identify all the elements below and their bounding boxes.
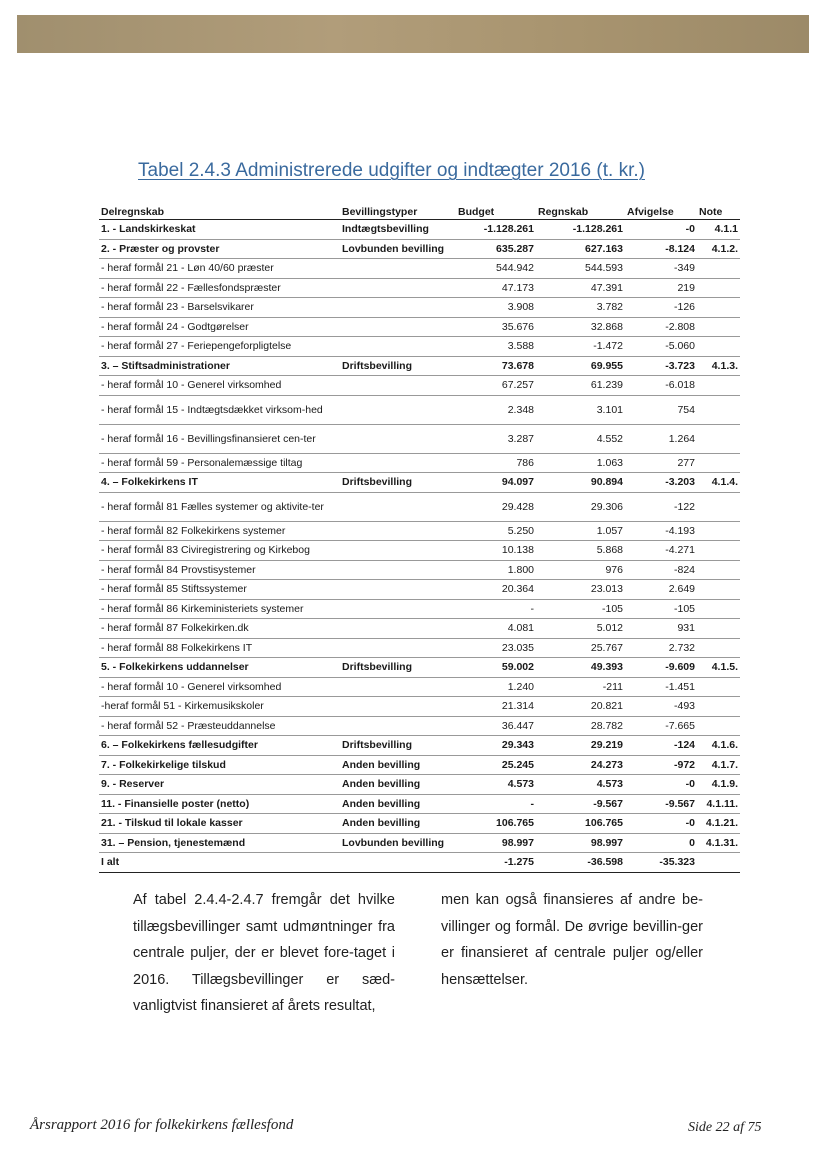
- cell-afvigelse: -124: [625, 736, 697, 756]
- total-row: [99, 853, 740, 873]
- cell-regnskab: 47.391: [536, 278, 625, 298]
- cell-note: [697, 853, 740, 873]
- cell-budget: 21.314: [456, 697, 536, 717]
- table-row: [99, 298, 740, 318]
- header-afvigelse: Afvigelse: [627, 205, 674, 218]
- cell-bevillingstype: Anden bevilling: [340, 794, 456, 814]
- footer-page-number: Side 22 af 75: [688, 1120, 762, 1135]
- cell-note: [697, 541, 740, 561]
- cell-afvigelse: 0: [625, 833, 697, 853]
- cell-note: 4.1.5.: [697, 658, 740, 678]
- table-row: [99, 755, 740, 775]
- table-row: [99, 560, 740, 580]
- cell-budget: 36.447: [456, 716, 536, 736]
- cell-budget: 3.287: [456, 424, 536, 453]
- cell-note: [697, 395, 740, 424]
- cell-regnskab: 20.821: [536, 697, 625, 717]
- cell-budget: 20.364: [456, 580, 536, 600]
- header-regnskab: Regnskab: [538, 205, 589, 218]
- cell-regnskab: 3.782: [536, 298, 625, 318]
- cell-regnskab: 5.012: [536, 619, 625, 639]
- cell-bevillingstype: [340, 453, 456, 473]
- cell-budget: 59.002: [456, 658, 536, 678]
- cell-afvigelse: -493: [625, 697, 697, 717]
- cell-delregnskab: 1. - Landskirkeskat: [99, 220, 340, 240]
- cell-bevillingstype: Driftsbevilling: [340, 473, 456, 493]
- cell-afvigelse: -4.193: [625, 521, 697, 541]
- cell-delregnskab: 7. - Folkekirkelige tilskud: [99, 755, 340, 775]
- cell-afvigelse: -5.060: [625, 337, 697, 357]
- cell-afvigelse: -8.124: [625, 239, 697, 259]
- cell-note: [697, 619, 740, 639]
- cell-delregnskab: - heraf formål 52 - Præsteuddannelse: [99, 716, 340, 736]
- cell-bevillingstype: [340, 424, 456, 453]
- cell-bevillingstype: [340, 395, 456, 424]
- cell-bevillingstype: [340, 638, 456, 658]
- cell-note: [697, 424, 740, 453]
- cell-afvigelse: -126: [625, 298, 697, 318]
- cell-note: 4.1.4.: [697, 473, 740, 493]
- table-row: [99, 716, 740, 736]
- cell-afvigelse: -0: [625, 220, 697, 240]
- header-budget: Budget: [458, 205, 495, 218]
- cell-note: [697, 278, 740, 298]
- table-row: [99, 580, 740, 600]
- cell-delregnskab: 11. - Finansielle poster (netto): [99, 794, 340, 814]
- cell-note: 4.1.6.: [697, 736, 740, 756]
- table-row: [99, 473, 740, 493]
- cell-regnskab: 4.573: [536, 775, 625, 795]
- cell-budget: 1.240: [456, 677, 536, 697]
- cell-budget: -: [456, 794, 536, 814]
- cell-note: [697, 599, 740, 619]
- cell-delregnskab: - heraf formål 27 - Feriepengeforpligtelse: [99, 337, 340, 357]
- table-row: [99, 677, 740, 697]
- body-text-left: Af tabel 2.4.4-2.4.7 fremgår det hvilke tillægsbevillinger samt udmøntninger fra centrale puljer, der er blevet fore-taget i 2016. Tillægsbevillinger er sæd-vanligtvist finansieret af årets resultat,: [133, 892, 395, 1014]
- cell-regnskab: 1.063: [536, 453, 625, 473]
- table-row: [99, 337, 740, 357]
- table-row: [99, 638, 740, 658]
- cell-regnskab: 5.868: [536, 541, 625, 561]
- cell-budget: 25.245: [456, 755, 536, 775]
- cell-note: 4.1.9.: [697, 775, 740, 795]
- cell-note: [697, 259, 740, 279]
- table-row: [99, 376, 740, 396]
- cell-delregnskab: - heraf formål 59 - Personalemæssige tiltag: [99, 453, 340, 473]
- table-row: [99, 395, 740, 424]
- cell-budget: -1.128.261: [456, 220, 536, 240]
- cell-regnskab: 24.273: [536, 755, 625, 775]
- cell-afvigelse: 277: [625, 453, 697, 473]
- cell-regnskab: -36.598: [536, 853, 625, 873]
- table-row: [99, 239, 740, 259]
- cell-delregnskab: - heraf formål 88 Folkekirkens IT: [99, 638, 340, 658]
- table-row: [99, 220, 740, 240]
- table-row: [99, 658, 740, 678]
- cell-note: [697, 453, 740, 473]
- cell-delregnskab: 9. - Reserver: [99, 775, 340, 795]
- cell-budget: 29.343: [456, 736, 536, 756]
- cell-afvigelse: -972: [625, 755, 697, 775]
- table-row: [99, 453, 740, 473]
- table-row: [99, 736, 740, 756]
- cell-regnskab: 1.057: [536, 521, 625, 541]
- cell-regnskab: 61.239: [536, 376, 625, 396]
- table-row: [99, 356, 740, 376]
- cell-bevillingstype: [340, 677, 456, 697]
- cell-delregnskab: 3. – Stiftsadministrationer: [99, 356, 340, 376]
- cell-delregnskab: - heraf formål 10 - Generel virksomhed: [99, 677, 340, 697]
- cell-regnskab: -9.567: [536, 794, 625, 814]
- table-row: [99, 775, 740, 795]
- cell-bevillingstype: Indtægtsbevilling: [340, 220, 456, 240]
- cell-delregnskab: - heraf formål 21 - Løn 40/60 præster: [99, 259, 340, 279]
- cell-afvigelse: 2.732: [625, 638, 697, 658]
- cell-budget: 106.765: [456, 814, 536, 834]
- cell-note: [697, 580, 740, 600]
- cell-note: 4.1.3.: [697, 356, 740, 376]
- cell-delregnskab: - heraf formål 84 Provstisystemer: [99, 560, 340, 580]
- cell-note: 4.1.21.: [697, 814, 740, 834]
- cell-budget: 4.573: [456, 775, 536, 795]
- cell-afvigelse: -122: [625, 492, 697, 521]
- table-row: [99, 424, 740, 453]
- table-row: [99, 259, 740, 279]
- cell-delregnskab: - heraf formål 81 Fælles systemer og aktivite-ter: [99, 492, 340, 521]
- cell-bevillingstype: Lovbunden bevilling: [340, 239, 456, 259]
- cell-afvigelse: -9.567: [625, 794, 697, 814]
- cell-delregnskab: - heraf formål 83 Civiregistrering og Kirkebog: [99, 541, 340, 561]
- table-row: [99, 541, 740, 561]
- body-text-right: men kan også finansieres af andre be-villinger og formål. De øvrige bevillin-ger er finansieret af centrale puljer og/eller hensættelser.: [441, 892, 703, 988]
- cell-regnskab: 544.593: [536, 259, 625, 279]
- cell-budget: 635.287: [456, 239, 536, 259]
- cell-bevillingstype: Driftsbevilling: [340, 658, 456, 678]
- cell-bevillingstype: [340, 580, 456, 600]
- cell-bevillingstype: Anden bevilling: [340, 814, 456, 834]
- cell-bevillingstype: Lovbunden bevilling: [340, 833, 456, 853]
- cell-budget: 10.138: [456, 541, 536, 561]
- cell-note: [697, 697, 740, 717]
- cell-delregnskab: I alt: [99, 853, 340, 873]
- cell-regnskab: 28.782: [536, 716, 625, 736]
- cell-afvigelse: -6.018: [625, 376, 697, 396]
- cell-afvigelse: -105: [625, 599, 697, 619]
- cell-regnskab: 23.013: [536, 580, 625, 600]
- header-band: [17, 15, 809, 53]
- cell-regnskab: 69.955: [536, 356, 625, 376]
- header-note: Note: [699, 205, 723, 218]
- cell-budget: 2.348: [456, 395, 536, 424]
- cell-bevillingstype: Anden bevilling: [340, 755, 456, 775]
- table-row: [99, 814, 740, 834]
- cell-afvigelse: -35.323: [625, 853, 697, 873]
- cell-regnskab: 3.101: [536, 395, 625, 424]
- cell-note: 4.1.7.: [697, 755, 740, 775]
- table-header-row: [99, 204, 740, 220]
- header-bevillingstyper: Bevillingstyper: [342, 205, 418, 218]
- cell-budget: 67.257: [456, 376, 536, 396]
- cell-bevillingstype: [340, 619, 456, 639]
- table-row: [99, 794, 740, 814]
- cell-afvigelse: -3.723: [625, 356, 697, 376]
- cell-bevillingstype: [340, 278, 456, 298]
- cell-note: [697, 492, 740, 521]
- cell-bevillingstype: [340, 298, 456, 318]
- cell-bevillingstype: [340, 541, 456, 561]
- cell-afvigelse: -9.609: [625, 658, 697, 678]
- cell-note: 4.1.11.: [697, 794, 740, 814]
- cell-delregnskab: - heraf formål 24 - Godtgørelser: [99, 317, 340, 337]
- cell-afvigelse: 2.649: [625, 580, 697, 600]
- cell-delregnskab: - heraf formål 22 - Fællesfondspræster: [99, 278, 340, 298]
- cell-bevillingstype: [340, 560, 456, 580]
- cell-budget: 35.676: [456, 317, 536, 337]
- cell-bevillingstype: [340, 853, 456, 873]
- cell-afvigelse: -349: [625, 259, 697, 279]
- cell-bevillingstype: [340, 716, 456, 736]
- cell-regnskab: 106.765: [536, 814, 625, 834]
- cell-bevillingstype: Driftsbevilling: [340, 356, 456, 376]
- cell-regnskab: 25.767: [536, 638, 625, 658]
- cell-afvigelse: -0: [625, 814, 697, 834]
- cell-regnskab: 29.306: [536, 492, 625, 521]
- cell-bevillingstype: [340, 376, 456, 396]
- cell-delregnskab: 5. - Folkekirkens uddannelser: [99, 658, 340, 678]
- cell-delregnskab: - heraf formål 86 Kirkeministeriets systemer: [99, 599, 340, 619]
- table-row: [99, 833, 740, 853]
- cell-note: [697, 337, 740, 357]
- cell-delregnskab: - heraf formål 15 - Indtægtsdækket virksom-hed: [99, 395, 340, 424]
- table-row: [99, 317, 740, 337]
- cell-delregnskab: - heraf formål 23 - Barselsvikarer: [99, 298, 340, 318]
- cell-bevillingstype: Driftsbevilling: [340, 736, 456, 756]
- cell-delregnskab: - heraf formål 10 - Generel virksomhed: [99, 376, 340, 396]
- cell-bevillingstype: [340, 317, 456, 337]
- cell-afvigelse: -3.203: [625, 473, 697, 493]
- cell-budget: 1.800: [456, 560, 536, 580]
- cell-note: 4.1.31.: [697, 833, 740, 853]
- cell-regnskab: 49.393: [536, 658, 625, 678]
- cell-note: [697, 317, 740, 337]
- cell-delregnskab: - heraf formål 85 Stiftssystemer: [99, 580, 340, 600]
- cell-delregnskab: 2. - Præster og provster: [99, 239, 340, 259]
- cell-bevillingstype: [340, 259, 456, 279]
- cell-afvigelse: 931: [625, 619, 697, 639]
- table-row: [99, 599, 740, 619]
- cell-note: 4.1.1: [697, 220, 740, 240]
- cell-bevillingstype: [340, 697, 456, 717]
- cell-regnskab: -1.128.261: [536, 220, 625, 240]
- cell-budget: 98.997: [456, 833, 536, 853]
- cell-bevillingstype: Anden bevilling: [340, 775, 456, 795]
- cell-budget: 29.428: [456, 492, 536, 521]
- header-delregnskab: Delregnskab: [101, 205, 165, 218]
- cell-note: [697, 521, 740, 541]
- cell-note: [697, 638, 740, 658]
- cell-delregnskab: 31. – Pension, tjenestemænd: [99, 833, 340, 853]
- cell-afvigelse: 219: [625, 278, 697, 298]
- cell-budget: 47.173: [456, 278, 536, 298]
- cell-note: [697, 716, 740, 736]
- cell-afvigelse: -1.451: [625, 677, 697, 697]
- table-row: [99, 278, 740, 298]
- cell-afvigelse: 754: [625, 395, 697, 424]
- table-title: Tabel 2.4.3 Administrerede udgifter og indtægter 2016 (t. kr.): [138, 160, 645, 181]
- cell-budget: 4.081: [456, 619, 536, 639]
- cell-delregnskab: -heraf formål 51 - Kirkemusikskoler: [99, 697, 340, 717]
- cell-budget: -1.275: [456, 853, 536, 873]
- cell-afvigelse: -2.808: [625, 317, 697, 337]
- cell-regnskab: 90.894: [536, 473, 625, 493]
- cell-note: [697, 376, 740, 396]
- cell-bevillingstype: [340, 492, 456, 521]
- cell-regnskab: -1.472: [536, 337, 625, 357]
- cell-note: [697, 677, 740, 697]
- cell-regnskab: 627.163: [536, 239, 625, 259]
- cell-regnskab: 98.997: [536, 833, 625, 853]
- cell-regnskab: 4.552: [536, 424, 625, 453]
- cell-delregnskab: 21. - Tilskud til lokale kasser: [99, 814, 340, 834]
- cell-delregnskab: - heraf formål 87 Folkekirken.dk: [99, 619, 340, 639]
- table-row: [99, 492, 740, 521]
- cell-note: [697, 560, 740, 580]
- budget-table: [99, 204, 740, 873]
- cell-afvigelse: 1.264: [625, 424, 697, 453]
- cell-delregnskab: - heraf formål 16 - Bevillingsfinansieret cen-ter: [99, 424, 340, 453]
- cell-budget: 3.908: [456, 298, 536, 318]
- cell-budget: 544.942: [456, 259, 536, 279]
- cell-note: [697, 298, 740, 318]
- table-row: [99, 521, 740, 541]
- cell-budget: 786: [456, 453, 536, 473]
- cell-afvigelse: -824: [625, 560, 697, 580]
- cell-regnskab: 32.868: [536, 317, 625, 337]
- cell-delregnskab: 4. – Folkekirkens IT: [99, 473, 340, 493]
- cell-regnskab: -211: [536, 677, 625, 697]
- cell-budget: 5.250: [456, 521, 536, 541]
- cell-bevillingstype: [340, 521, 456, 541]
- cell-regnskab: 29.219: [536, 736, 625, 756]
- cell-delregnskab: 6. – Folkekirkens fællesudgifter: [99, 736, 340, 756]
- table-row: [99, 619, 740, 639]
- cell-regnskab: 976: [536, 560, 625, 580]
- cell-regnskab: -105: [536, 599, 625, 619]
- cell-budget: 23.035: [456, 638, 536, 658]
- cell-afvigelse: -7.665: [625, 716, 697, 736]
- cell-budget: 73.678: [456, 356, 536, 376]
- cell-delregnskab: - heraf formål 82 Folkekirkens systemer: [99, 521, 340, 541]
- cell-bevillingstype: [340, 337, 456, 357]
- cell-afvigelse: -4.271: [625, 541, 697, 561]
- cell-bevillingstype: [340, 599, 456, 619]
- footer-report-title: Årsrapport 2016 for folkekirkens fællesfond: [30, 1117, 294, 1133]
- table-row: [99, 697, 740, 717]
- cell-budget: -: [456, 599, 536, 619]
- table-body: [99, 220, 740, 873]
- cell-budget: 3.588: [456, 337, 536, 357]
- cell-note: 4.1.2.: [697, 239, 740, 259]
- cell-budget: 94.097: [456, 473, 536, 493]
- cell-afvigelse: -0: [625, 775, 697, 795]
